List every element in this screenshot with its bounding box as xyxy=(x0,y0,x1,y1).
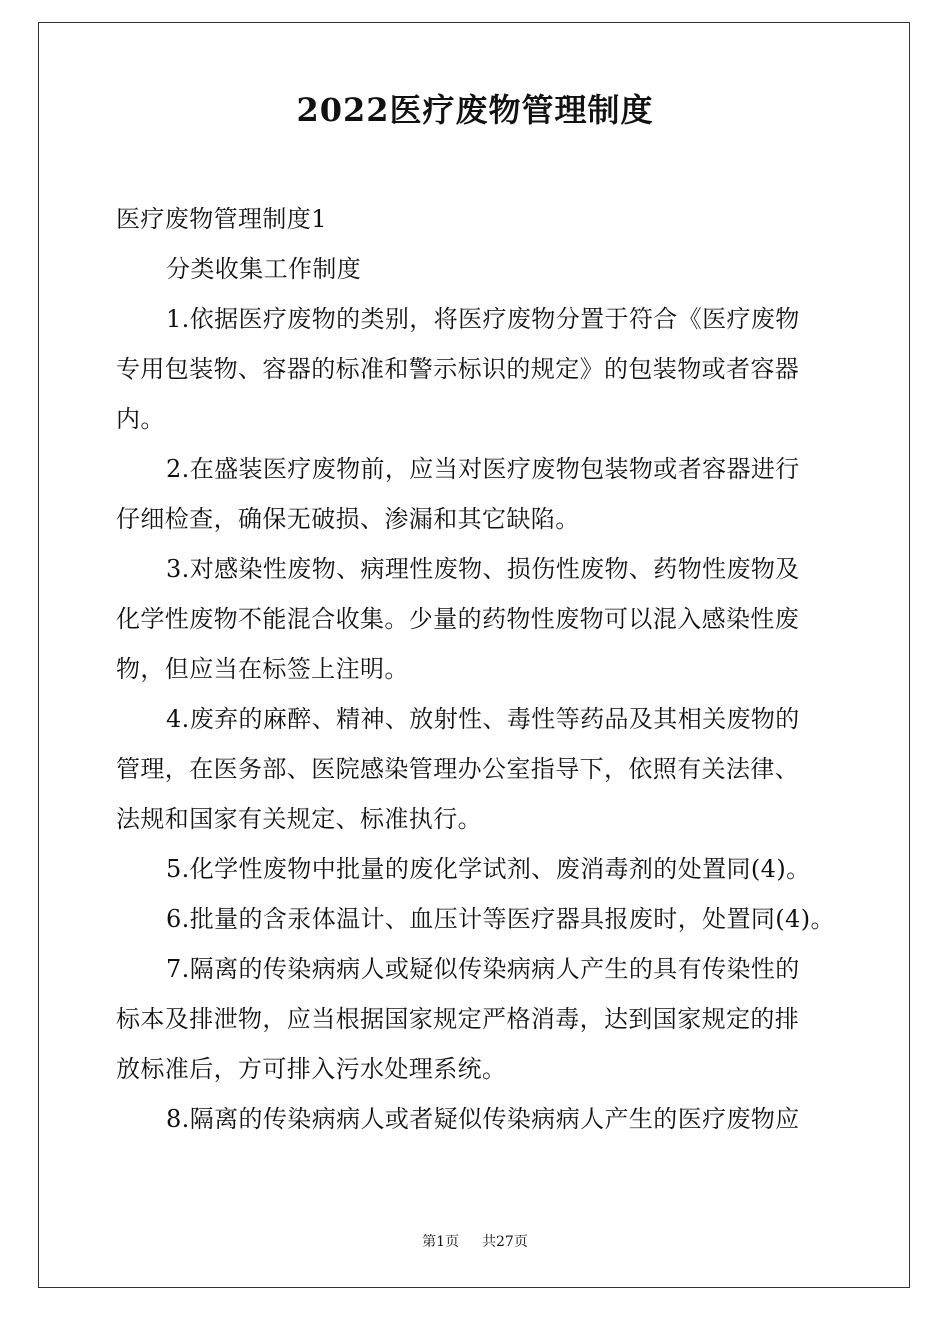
body-line: 3.对感染性废物、病理性废物、损伤性废物、药物性废物及 xyxy=(166,555,800,583)
page-number-current: 第1页 xyxy=(422,1234,460,1250)
body-line: 化学性废物不能混合收集。少量的药物性废物可以混入感染性废 xyxy=(116,605,800,633)
body-line: 6.批量的含汞体温计、血压计等医疗器具报废时，处置同(4)。 xyxy=(166,905,835,933)
body-line: 分类收集工作制度 xyxy=(166,255,362,283)
body-line: 4.废弃的麻醉、精神、放射性、毒性等药品及其相关废物的 xyxy=(166,705,800,733)
body-line: 8.隔离的传染病病人或者疑似传染病病人产生的医疗废物应 xyxy=(166,1105,800,1133)
body-line: 仔细检查，确保无破损、渗漏和其它缺陷。 xyxy=(116,505,580,533)
body-line: 2.在盛装医疗废物前，应当对医疗废物包装物或者容器进行 xyxy=(166,455,800,483)
body-line: 放标准后，方可排入污水处理系统。 xyxy=(116,1055,507,1083)
body-line: 内。 xyxy=(116,405,165,433)
body-line: 物，但应当在标签上注明。 xyxy=(116,655,409,683)
body-line: 管理，在医务部、医院感染管理办公室指导下，依照有关法律、 xyxy=(116,755,800,783)
document-body xyxy=(116,194,835,1144)
body-line: 标本及排泄物，应当根据国家规定严格消毒，达到国家规定的排 xyxy=(116,1005,800,1033)
body-line: 7.隔离的传染病病人或疑似传染病病人产生的具有传染性的 xyxy=(166,955,800,983)
body-line: 专用包装物、容器的标准和警示标识的规定》的包装物或者容器 xyxy=(116,355,800,383)
body-line: 1.依据医疗废物的类别，将医疗废物分置于符合《医疗废物 xyxy=(166,305,800,333)
body-line: 法规和国家有关规定、标准执行。 xyxy=(116,805,482,833)
page-number-total: 共27页 xyxy=(482,1234,528,1250)
document-title: 2022医疗废物管理制度 xyxy=(296,91,654,129)
body-line: 医疗废物管理制度1 xyxy=(116,205,327,233)
body-line: 5.化学性废物中批量的废化学试剂、废消毒剂的处置同(4)。 xyxy=(166,855,811,883)
page-footer xyxy=(0,1232,950,1252)
